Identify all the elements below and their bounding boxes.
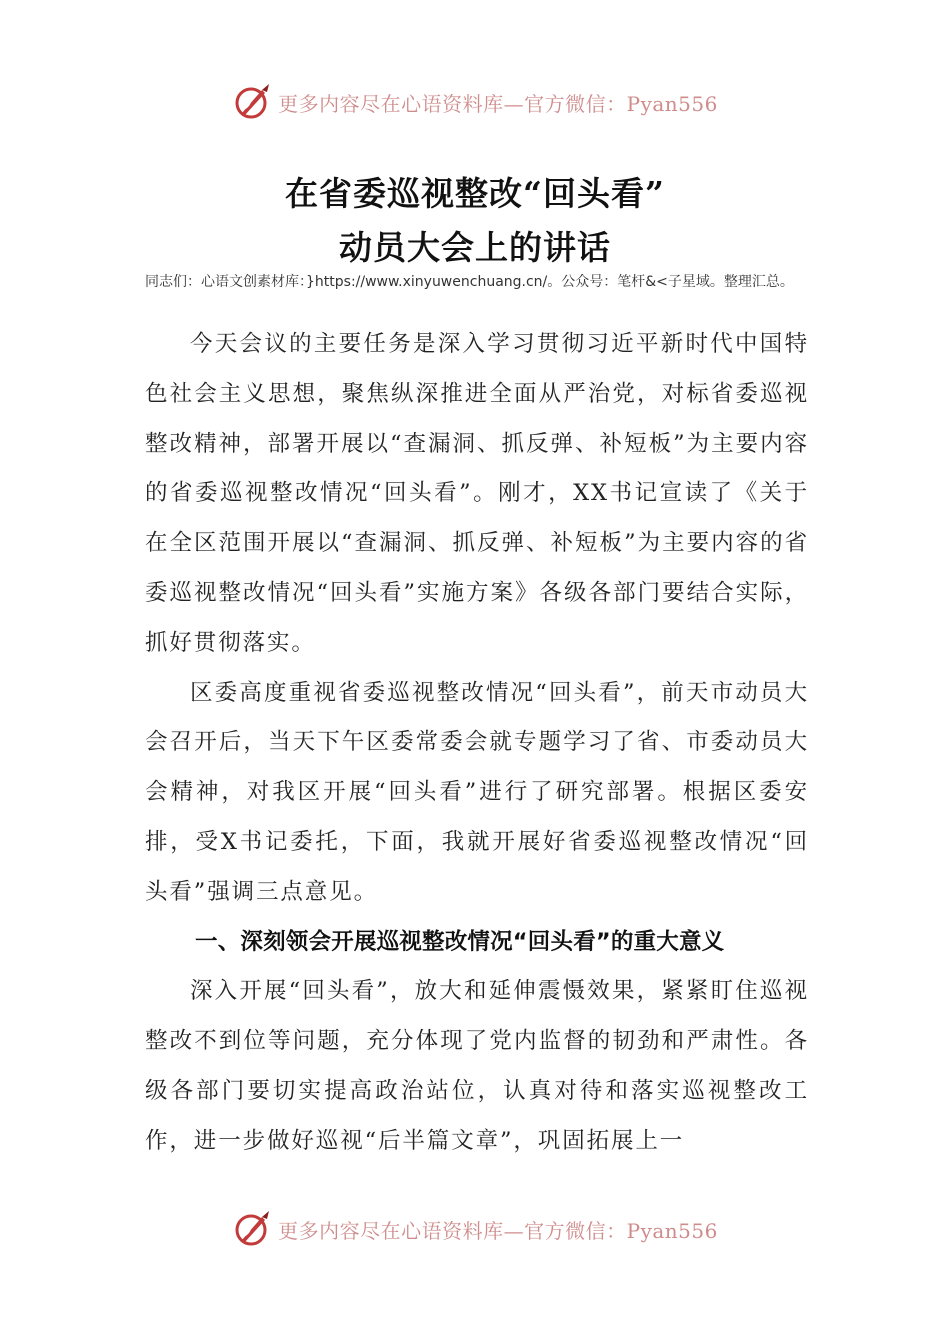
quill-logo-icon: [232, 1209, 272, 1249]
document-title-line-2: 动员大会上的讲话: [339, 228, 611, 267]
paragraph-2: 区委高度重视省委巡视整改情况“回头看”，前天市动员大会召开后，当天下午区委常委会就专题学习了省、市委动员大会精神，对我区开展“回头看”进行了研究部署。根据区委安排，受X书记委托，下面，我就开展好省委巡视整改情况“回头看”强调三点意见。: [145, 679, 809, 905]
banner-text: 更多内容尽在心语资料库—官方微信：Pyan556: [278, 1218, 718, 1243]
document-title-line-1: 在省委巡视整改“回头看”: [285, 174, 665, 213]
paragraph-3: 深入开展“回头看”，放大和延伸震慑效果，紧紧盯住巡视整改不到位等问题，充分体现了党内监督的韧劲和严肃性。各级各部门要切实提高政治站位，认真对待和落实巡视整改工作，进一步做好巡视“后半篇文章”，巩固拓展上一: [145, 978, 809, 1154]
paragraph-1: 今天会议的主要任务是深入学习贯彻习近平新时代中国特色社会主义思想，聚焦纵深推进全面从严治党，对标省委巡视整改精神，部署开展以“查漏洞、抓反弹、补短板”为主要内容的省委巡视整改情况“回头看”。刚才，XX书记宣读了《关于在全区范围开展以“查漏洞、抓反弹、补短板”为主要内容的省委巡视整改情况“回头看”实施方案》各级各部门要结合实际，抓好贯彻落实。: [145, 331, 809, 656]
document-body: [145, 320, 809, 1167]
quill-logo-icon: [232, 82, 272, 122]
banner-text: 更多内容尽在心语资料库—官方微信：Pyan556: [278, 91, 718, 116]
section-heading-1: 一、深刻领会开展巡视整改情况“回头看”的重大意义: [195, 928, 725, 955]
source-note: 同志们：心语文创素材库：}https://www.xinyuwenchuang.cn/。公众号：笔杆&<子星域。整理汇总。: [145, 274, 794, 290]
footer-watermark-banner: [0, 1207, 950, 1251]
header-watermark-banner: [0, 80, 950, 124]
